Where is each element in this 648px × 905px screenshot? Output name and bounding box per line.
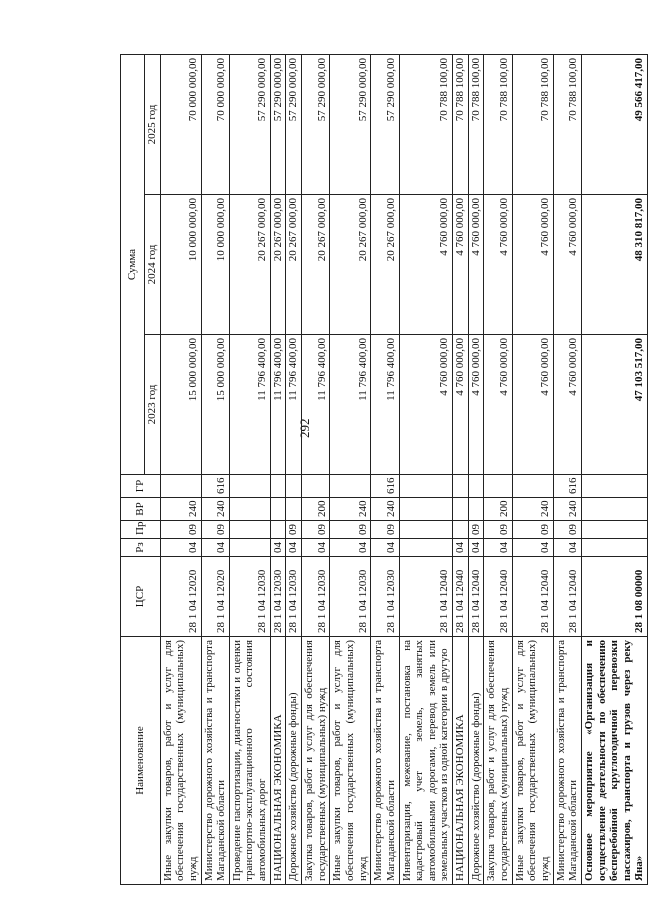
cell-gr [270, 475, 286, 498]
cell-csr: 28 1 04 12030 [302, 557, 330, 637]
cell-name: НАЦИОНАЛЬНАЯ ЭКОНОМИКА [270, 637, 286, 885]
cell-2023: 11 796 400,00 [371, 335, 399, 475]
cell-pr: 09 [286, 521, 302, 539]
table-row [286, 55, 302, 885]
cell-2025: 70 788 100,00 [512, 55, 553, 195]
cell-vr: 240 [330, 498, 371, 521]
cell-vr [468, 498, 484, 521]
cell-2023: 15 000 000,00 [201, 335, 229, 475]
header-sum: Сумма [121, 55, 145, 475]
cell-csr: 28 1 04 12030 [229, 557, 270, 637]
cell-gr: 616 [371, 475, 399, 498]
cell-pr: 09 [330, 521, 371, 539]
cell-csr: 28 1 04 12030 [371, 557, 399, 637]
table-row [399, 55, 453, 885]
cell-pr: 09 [201, 521, 229, 539]
cell-vr: 200 [484, 498, 512, 521]
cell-2023: 4 760 000,00 [484, 335, 512, 475]
table-row [581, 55, 647, 885]
cell-name: Инвентаризация, межевание, постановка на кадастровый учет земель, занятых автомобильными дорогами, перевод земель или земельных участков из одной категории в другую [399, 637, 453, 885]
cell-2025: 70 000 000,00 [201, 55, 229, 195]
cell-2024: 4 760 000,00 [399, 195, 453, 335]
cell-name: Основное мероприятие «Организация и осуществление деятельности по обеспечению бесперебойной круглогодичной перевозки пассажиров, транспорта и грузов через реку Яна» [581, 637, 647, 885]
cell-rz: 04 [371, 539, 399, 557]
cell-gr [453, 475, 469, 498]
cell-vr [270, 498, 286, 521]
table-row [468, 55, 484, 885]
cell-gr [286, 475, 302, 498]
cell-rz: 04 [468, 539, 484, 557]
cell-2025: 57 290 000,00 [302, 55, 330, 195]
cell-vr [399, 498, 453, 521]
table-row [371, 55, 399, 885]
cell-pr: 09 [302, 521, 330, 539]
header-2025: 2025 год [145, 55, 161, 195]
cell-2024: 20 267 000,00 [371, 195, 399, 335]
header-pr: Пр [121, 521, 161, 539]
cell-rz: 04 [484, 539, 512, 557]
cell-vr: 240 [201, 498, 229, 521]
cell-rz: 04 [453, 539, 469, 557]
cell-vr: 200 [302, 498, 330, 521]
table-row [453, 55, 469, 885]
cell-vr: 240 [512, 498, 553, 521]
cell-pr [453, 521, 469, 539]
cell-2025: 70 788 100,00 [484, 55, 512, 195]
cell-rz: 04 [160, 539, 201, 557]
cell-name: Иные закупки товаров, работ и услуг для обеспечения государственных (муниципальных) нужд [330, 637, 371, 885]
table-row [330, 55, 371, 885]
cell-name: Министерство дорожного хозяйства и транспорта Магаданской области [201, 637, 229, 885]
cell-2025: 70 788 100,00 [553, 55, 581, 195]
cell-gr [512, 475, 553, 498]
cell-2023: 11 796 400,00 [286, 335, 302, 475]
cell-rz: 04 [553, 539, 581, 557]
cell-2024: 20 267 000,00 [270, 195, 286, 335]
cell-2024: 20 267 000,00 [286, 195, 302, 335]
table-row [229, 55, 270, 885]
cell-2024: 4 760 000,00 [553, 195, 581, 335]
cell-2024: 20 267 000,00 [302, 195, 330, 335]
cell-2023: 15 000 000,00 [160, 335, 201, 475]
cell-2025: 70 788 100,00 [453, 55, 469, 195]
cell-rz [581, 539, 647, 557]
cell-2025: 70 788 100,00 [468, 55, 484, 195]
cell-pr [229, 521, 270, 539]
table-row [484, 55, 512, 885]
table-body [160, 55, 647, 885]
cell-gr [581, 475, 647, 498]
cell-name: Закупка товаров, работ и услуг для обеспечения государственных (муниципальных) нужд [302, 637, 330, 885]
cell-csr: 28 1 04 12020 [160, 557, 201, 637]
cell-2023: 4 760 000,00 [399, 335, 453, 475]
cell-name: Проведение паспортизации, диагностики и оценки транспортно-эксплуатационного состояния автомобильных дорог [229, 637, 270, 885]
header-csr: ЦСР [121, 557, 161, 637]
cell-csr: 28 1 04 12040 [484, 557, 512, 637]
cell-rz: 04 [201, 539, 229, 557]
header-gr: ГР [121, 475, 161, 498]
cell-pr: 09 [160, 521, 201, 539]
cell-2024: 20 267 000,00 [229, 195, 270, 335]
cell-vr [453, 498, 469, 521]
table-header [121, 55, 161, 885]
cell-2023: 11 796 400,00 [229, 335, 270, 475]
header-name: Наименование [121, 637, 161, 885]
cell-2025: 70 000 000,00 [160, 55, 201, 195]
cell-rz: 04 [302, 539, 330, 557]
cell-2024: 4 760 000,00 [512, 195, 553, 335]
cell-gr [399, 475, 453, 498]
cell-gr [468, 475, 484, 498]
table-row [302, 55, 330, 885]
cell-name: Министерство дорожного хозяйства и транспорта Магаданской области [553, 637, 581, 885]
cell-vr [286, 498, 302, 521]
cell-gr [302, 475, 330, 498]
cell-pr: 09 [553, 521, 581, 539]
cell-2025: 57 290 000,00 [270, 55, 286, 195]
header-2024: 2024 год [145, 195, 161, 335]
cell-pr [399, 521, 453, 539]
cell-name: Дорожное хозяйство (дорожные фонды) [286, 637, 302, 885]
cell-2023: 4 760 000,00 [512, 335, 553, 475]
cell-2023: 4 760 000,00 [468, 335, 484, 475]
cell-2023: 4 760 000,00 [453, 335, 469, 475]
table-row [270, 55, 286, 885]
cell-csr: 28 1 04 12040 [553, 557, 581, 637]
cell-csr: 28 1 04 12040 [468, 557, 484, 637]
budget-table [120, 54, 648, 885]
cell-2023: 11 796 400,00 [302, 335, 330, 475]
cell-rz [229, 539, 270, 557]
cell-name: Иные закупки товаров, работ и услуг для обеспечения государственных (муниципальных) нужд [512, 637, 553, 885]
cell-2025: 57 290 000,00 [229, 55, 270, 195]
page-number: 292 [297, 418, 312, 438]
header-rz: Рз [121, 539, 161, 557]
cell-csr: 28 1 04 12020 [201, 557, 229, 637]
cell-csr: 28 1 08 00000 [581, 557, 647, 637]
table-row [553, 55, 581, 885]
cell-name: НАЦИОНАЛЬНАЯ ЭКОНОМИКА [453, 637, 469, 885]
cell-pr: 09 [512, 521, 553, 539]
cell-rz: 04 [270, 539, 286, 557]
cell-name: Дорожное хозяйство (дорожные фонды) [468, 637, 484, 885]
cell-vr: 240 [371, 498, 399, 521]
cell-2023: 47 103 517,00 [581, 335, 647, 475]
cell-2025: 57 290 000,00 [371, 55, 399, 195]
header-vr: ВР [121, 498, 161, 521]
cell-vr [229, 498, 270, 521]
cell-gr [484, 475, 512, 498]
cell-name: Иные закупки товаров, работ и услуг для обеспечения государственных (муниципальных) нужд [160, 637, 201, 885]
table-row [512, 55, 553, 885]
cell-pr [270, 521, 286, 539]
cell-csr: 28 1 04 12040 [512, 557, 553, 637]
cell-pr: 09 [484, 521, 512, 539]
cell-2023: 11 796 400,00 [330, 335, 371, 475]
cell-name: Министерство дорожного хозяйства и транспорта Магаданской области [371, 637, 399, 885]
cell-gr [229, 475, 270, 498]
cell-2024: 10 000 000,00 [201, 195, 229, 335]
cell-pr: 09 [371, 521, 399, 539]
cell-vr: 240 [160, 498, 201, 521]
cell-2023: 11 796 400,00 [270, 335, 286, 475]
cell-2025: 57 290 000,00 [286, 55, 302, 195]
cell-csr: 28 1 04 12030 [330, 557, 371, 637]
cell-rz: 04 [512, 539, 553, 557]
cell-2024: 4 760 000,00 [453, 195, 469, 335]
rotated-page [120, 55, 646, 885]
header-2023: 2023 год [145, 335, 161, 475]
cell-2025: 57 290 000,00 [330, 55, 371, 195]
cell-rz [399, 539, 453, 557]
cell-2024: 10 000 000,00 [160, 195, 201, 335]
cell-vr: 240 [553, 498, 581, 521]
cell-2024: 4 760 000,00 [468, 195, 484, 335]
cell-pr: 09 [468, 521, 484, 539]
cell-2024: 20 267 000,00 [330, 195, 371, 335]
cell-gr: 616 [553, 475, 581, 498]
cell-pr [581, 521, 647, 539]
cell-name: Закупка товаров, работ и услуг для обеспечения государственных (муниципальных) нужд [484, 637, 512, 885]
cell-rz: 04 [286, 539, 302, 557]
table-row [201, 55, 229, 885]
cell-rz: 04 [330, 539, 371, 557]
cell-2024: 4 760 000,00 [484, 195, 512, 335]
cell-2024: 48 310 817,00 [581, 195, 647, 335]
cell-gr: 616 [201, 475, 229, 498]
cell-csr: 28 1 04 12040 [453, 557, 469, 637]
cell-csr: 28 1 04 12040 [399, 557, 453, 637]
cell-2023: 4 760 000,00 [553, 335, 581, 475]
cell-gr [330, 475, 371, 498]
table-row [160, 55, 201, 885]
cell-csr: 28 1 04 12030 [270, 557, 286, 637]
cell-2025: 49 566 417,00 [581, 55, 647, 195]
cell-2025: 70 788 100,00 [399, 55, 453, 195]
cell-vr [581, 498, 647, 521]
cell-gr [160, 475, 201, 498]
cell-csr: 28 1 04 12030 [286, 557, 302, 637]
